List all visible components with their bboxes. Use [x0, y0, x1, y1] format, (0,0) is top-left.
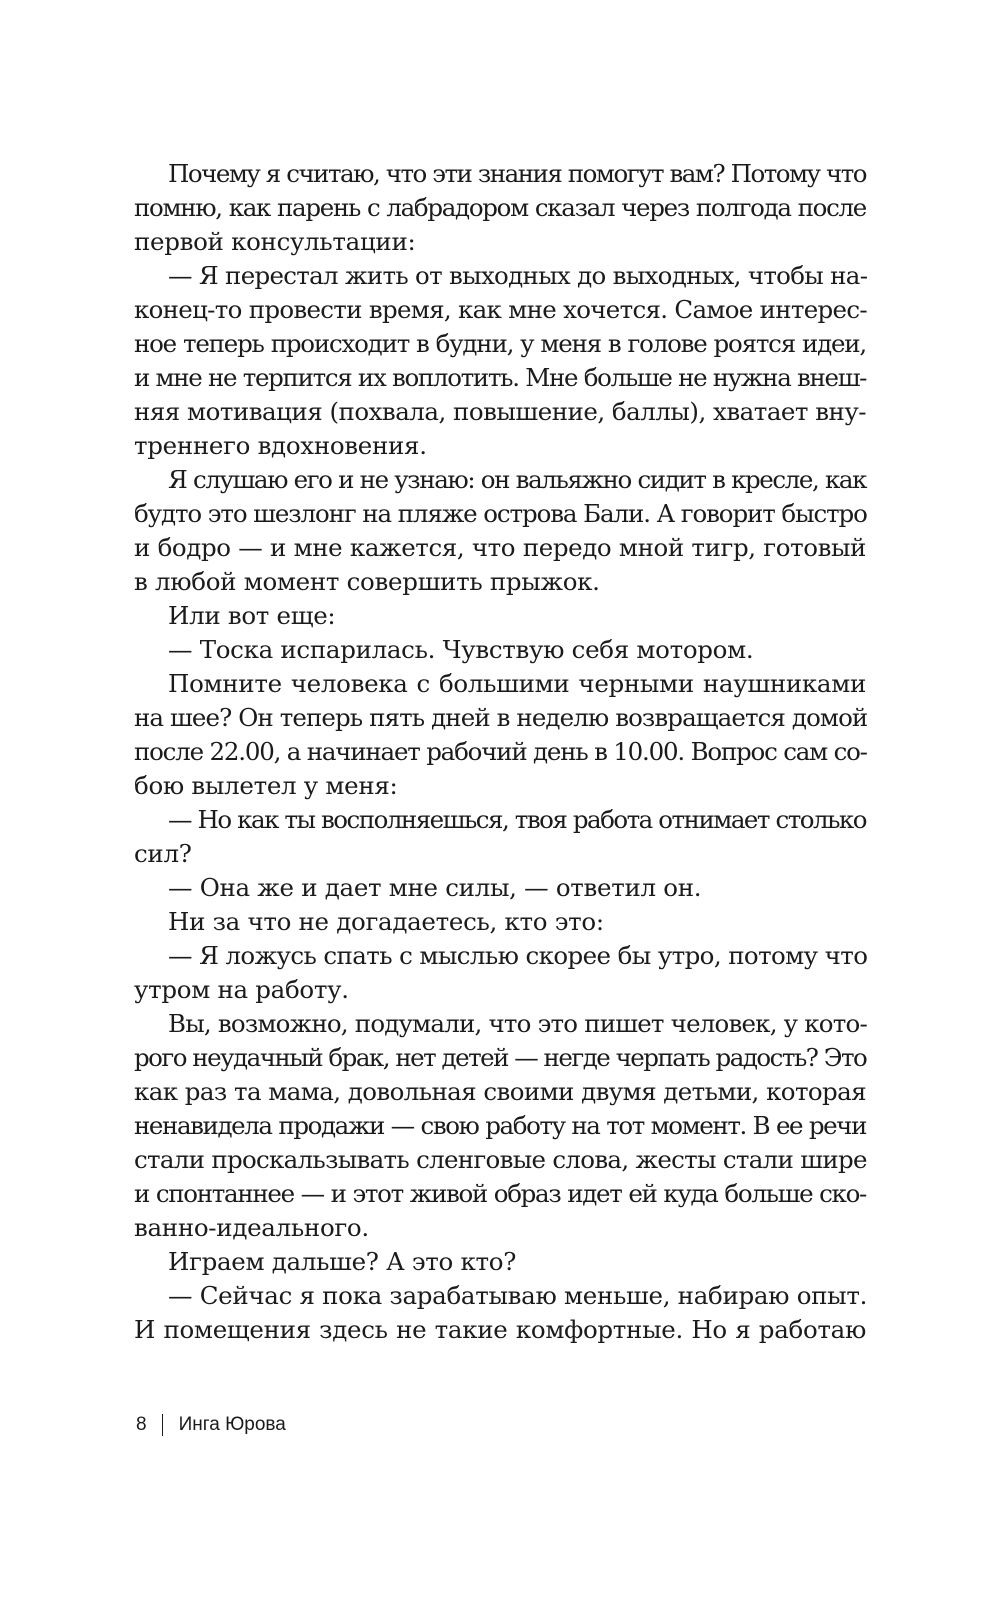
text-line: ванно-идеального. — [134, 1213, 369, 1242]
text-line: стали проскальзывать сленговые слова, жесты стали шире — [134, 1145, 867, 1174]
text-line: Вы, возможно, подумали, что это пишет человек, у кото- — [168, 1009, 867, 1038]
text-line: Или вот еще: — [168, 601, 336, 630]
text-line: — Тоска испарилась. Чувствую себя мотором. — [168, 635, 754, 664]
text-line: Играем дальше? А это кто? — [168, 1247, 517, 1276]
body-text — [134, 157, 866, 1347]
text-line: рого неудачный брак, нет детей — негде черпать радость? Это — [134, 1043, 867, 1072]
text-line: после 22.00, а начинает рабочий день в 10.00. Вопрос сам со- — [134, 737, 867, 766]
text-line: и спонтаннее — и этот живой образ идет ей куда больше ско- — [134, 1179, 866, 1208]
text-line: — Я ложусь спать с мыслью скорее бы утро, потому что — [168, 941, 868, 970]
text-line: как раз та мама, довольная своими двумя детьми, которая — [134, 1077, 866, 1106]
text-line: ное теперь происходит в будни, у меня в голове роятся идеи, — [134, 329, 866, 358]
text-line: Ни за что не догадаетесь, кто это: — [168, 907, 604, 936]
text-line: помню, как парень с лабрадором сказал через полгода после — [134, 193, 866, 222]
text-line: бою вылетел у меня: — [134, 771, 398, 800]
footer-separator — [162, 1414, 163, 1436]
text-line: — Но как ты восполняешься, твоя работа отнимает столько — [168, 805, 866, 834]
text-line: Почему я считаю, что эти знания помогут вам? Потому что — [168, 159, 866, 188]
text-line: — Я перестал жить от выходных до выходных, чтобы на- — [168, 261, 868, 290]
text-line: няя мотивация (похвала, повышение, баллы), хватает вну- — [134, 397, 867, 426]
page-footer — [136, 1410, 286, 1440]
text-line: первой консультации: — [134, 227, 416, 256]
text-line: Помните человека с большими черными наушниками — [168, 669, 866, 698]
text-line: — Она же и дает мне силы, — ответил он. — [168, 873, 702, 902]
text-line: треннего вдохновения. — [134, 431, 427, 460]
page-number: 8 — [136, 1414, 147, 1435]
running-author: Инга Юрова — [178, 1414, 286, 1435]
text-line: на шее? Он теперь пять дней в неделю возвращается домой — [134, 703, 868, 732]
text-line: будто это шезлонг на пляже острова Бали. А говорит быстро — [134, 499, 867, 528]
text-line: и бодро — и мне кажется, что передо мной тигр, готовый — [134, 533, 866, 562]
text-line: Я слушаю его и не узнаю: он вальяжно сидит в кресле, как — [168, 465, 866, 494]
text-line: ненавидела продажи — свою работу на тот момент. В ее речи — [134, 1111, 866, 1140]
text-line: и мне не терпится их воплотить. Мне больше не нужна внеш- — [134, 363, 867, 392]
text-line: утром на работу. — [134, 975, 349, 1004]
text-line: И помещения здесь не такие комфортные. Но я работаю — [134, 1315, 866, 1344]
text-line: сил? — [134, 839, 192, 868]
text-line: — Сейчас я пока зарабатываю меньше, набираю опыт. — [168, 1281, 868, 1310]
text-line: в любой момент совершить прыжок. — [134, 567, 600, 596]
text-line: конец-то провести время, как мне хочется. Самое интерес- — [134, 295, 867, 324]
